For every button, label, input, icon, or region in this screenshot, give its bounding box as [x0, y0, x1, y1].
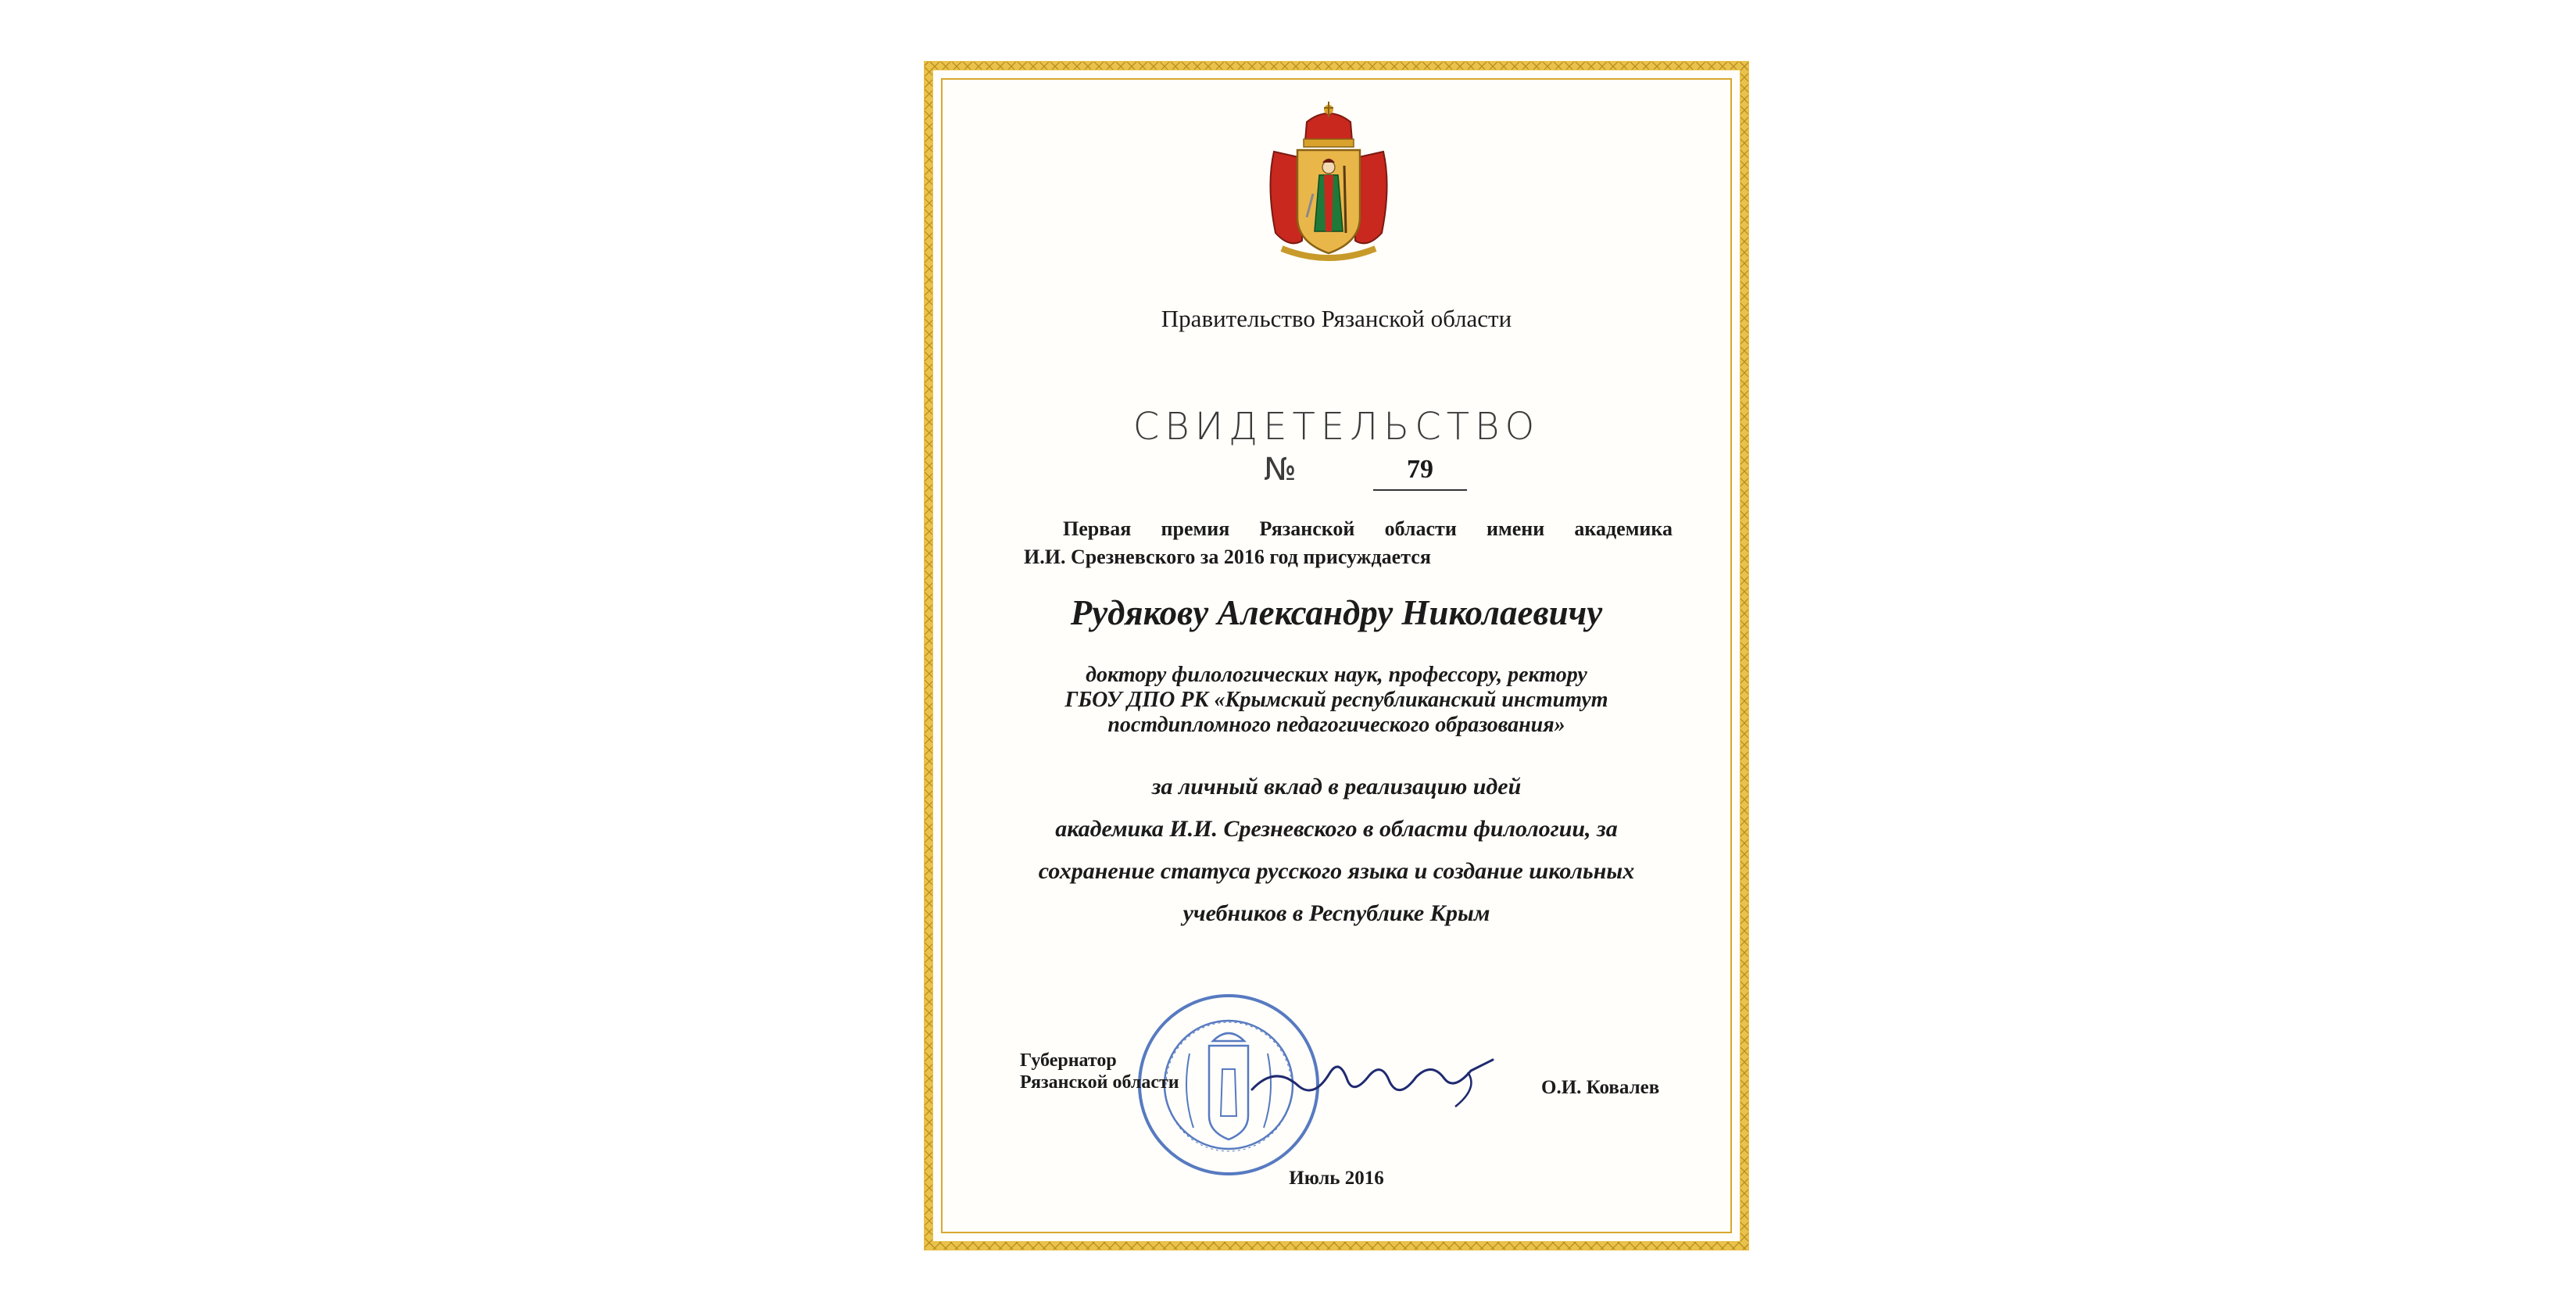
signer-name: О.И. Ковалев	[1541, 1077, 1660, 1098]
position-line: постдипломного педагогического образования»	[1107, 713, 1565, 737]
issuer-heading: Правительство Рязанской области	[1161, 305, 1512, 332]
coat-of-arms-icon	[1258, 100, 1399, 270]
signature-icon	[1244, 1041, 1502, 1111]
certificate-document	[924, 61, 1749, 1250]
award-intro-line1: Первая премия Рязанской области имени академика	[1063, 517, 1673, 540]
reason-line: учебников в Республике Крым	[1182, 900, 1490, 926]
award-intro-line2: И.И. Срезневского за 2016 год присуждается	[1024, 546, 1431, 568]
reason-line: за личный вклад в реализацию идей	[1151, 774, 1522, 800]
certificate-title: СВИДЕТЕЛЬСТВО	[1132, 405, 1540, 449]
reason-line: академика И.И. Срезневского в области филологии, за	[1055, 816, 1618, 842]
certificate-number: 79	[1373, 455, 1467, 491]
signer-title-line2: Рязанской области	[1020, 1072, 1179, 1093]
recipient-name: Рудякову Александру Николаевичу	[1070, 593, 1603, 632]
position-line: ГБОУ ДПО РК «Крымский республиканский институт	[1064, 688, 1608, 712]
number-sign: №	[1264, 452, 1297, 488]
reason-line: сохранение статуса русского языка и создание школьных	[1038, 858, 1635, 884]
signer-title-line1: Губернатор	[1020, 1050, 1117, 1071]
issue-date: Июль 2016	[1289, 1168, 1384, 1189]
position-line: доктору филологических наук, профессору, ректору	[1086, 663, 1587, 687]
